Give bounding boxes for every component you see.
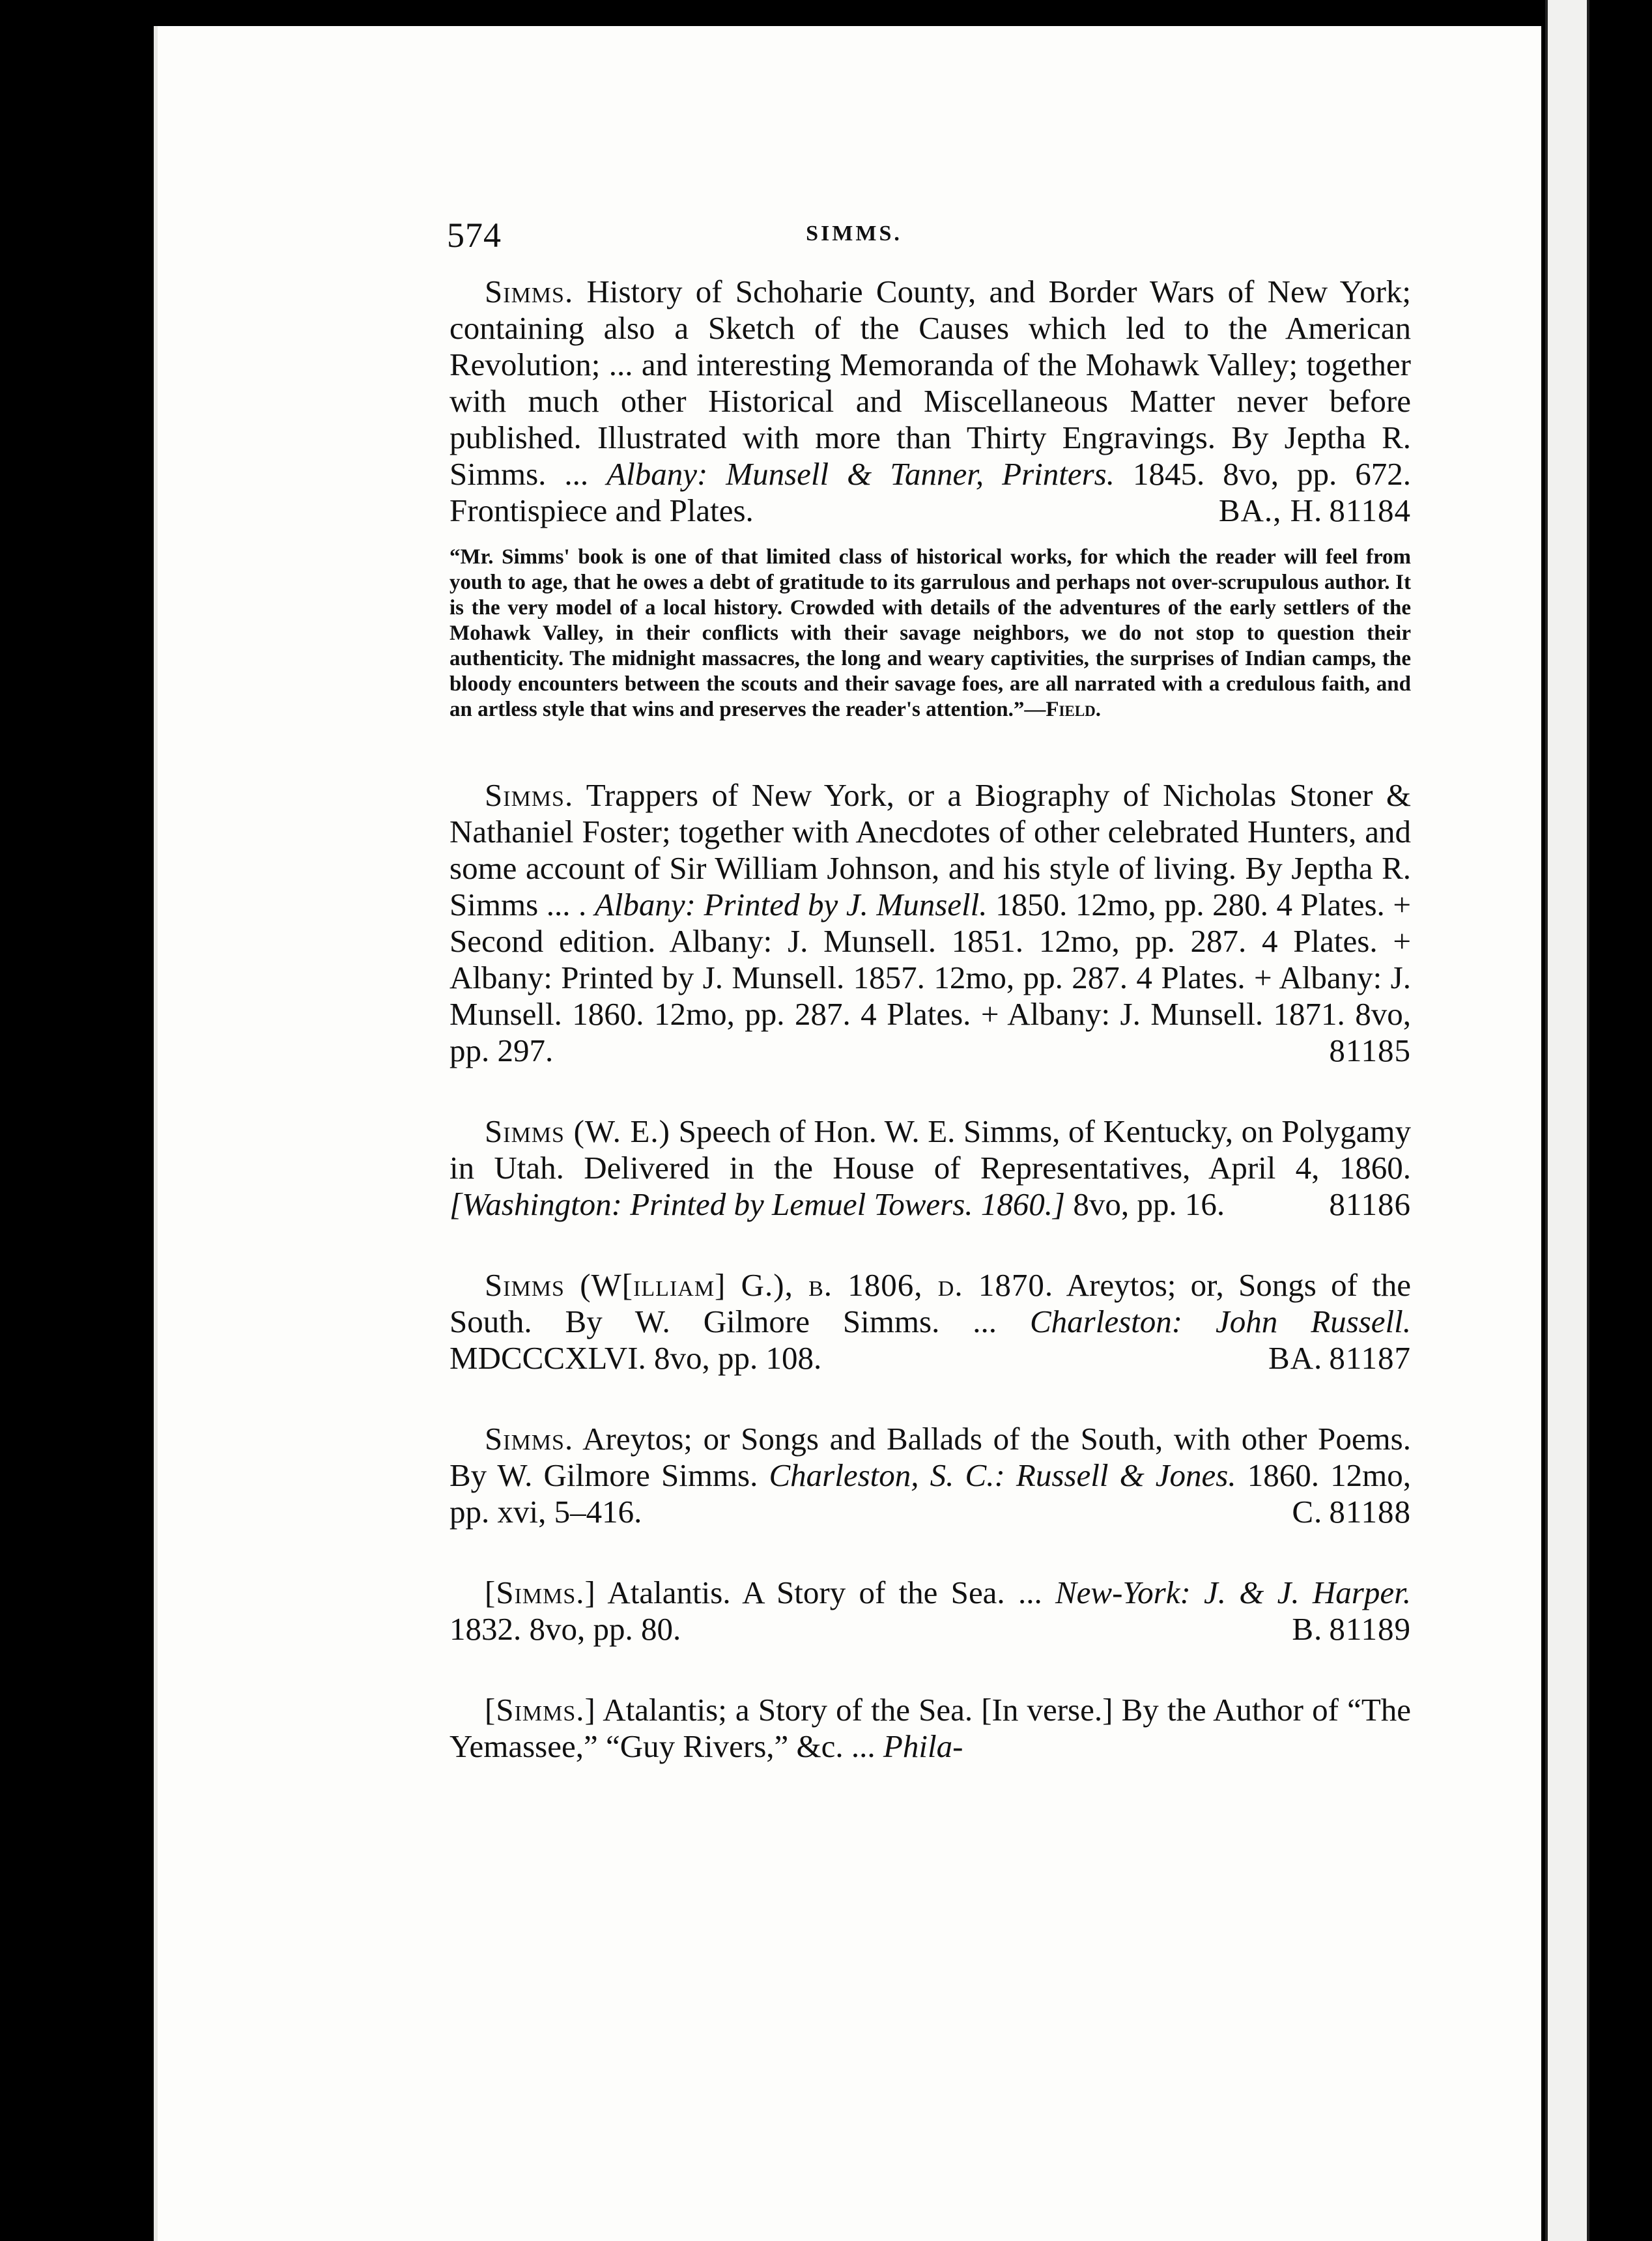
entry-reference (1292, 1611, 1411, 1648)
entry-details: 1850. 12mo, pp. 280. 4 Plates. + Second edition. Albany: J. Munsell. 1851. 12mo, pp. 287. 4 Plates. + Albany: Printed by J. Munsell. 1857. 12mo, pp. 287. 4 Plates. + Albany: J. Munsell. 1860. 12mo, pp. 287. 4 Plates. + Albany: J. Munsell. 1871. 8vo, pp. 297. (449, 887, 1411, 1068)
entry-title: Areytos; or Songs and Ballads of the South, with other Poems. By W. Gilmore Simms. (449, 1421, 1411, 1493)
running-title: SIMMS. (806, 221, 902, 246)
review-quote (297, 545, 1411, 722)
entry-number: 81184 (1329, 492, 1411, 528)
entry-details: MDCCCXLVI. 8vo, pp. 108. (449, 1340, 822, 1376)
bibliography-entry (297, 1575, 1411, 1648)
entry-heading: [Simms.] (485, 1692, 596, 1728)
entry-heading: Simms. (485, 274, 574, 309)
entry-heading: Simms. (485, 777, 574, 813)
entry-title: Speech of Hon. W. E. Simms, of Kentucky, on Polygamy in Utah. Delivered in the House of Representatives, April 4, 1860. (449, 1113, 1411, 1186)
adjacent-page-edge (1545, 0, 1589, 2241)
entry-imprint: Charleston: John Russell. (1029, 1304, 1411, 1339)
entry-number: 81189 (1329, 1611, 1411, 1647)
quote-text: “Mr. Simms' book is one of that limited class of historical works, for which the reader will feel from youth to age, that he owes a debt of gratitude to its garrulous and perhaps not over-scrupulous author. It is the very model of a local history. Crowded with details of the adventures of the early settlers of the Mohawk Valley, in their conflicts with their savage neighbors, we do not stop to question their authenticity. The midnight massacres, the long and weary captivities, the surprises of Indian camps, the bloody encounters between the scouts and their savage foes, are all narrated with a credulous faith, and an artless style that wins and preserves the reader's attention.”— (449, 545, 1411, 721)
entry-number: 81186 (1329, 1186, 1411, 1222)
entry-heading: Simms (W[illiam] G.), b. 1806, d. 1870. (485, 1267, 1054, 1303)
page-content (297, 215, 1411, 1809)
entry-libraries: BA., H. (1218, 492, 1323, 528)
entry-libraries: B. (1292, 1611, 1323, 1647)
entry-libraries: C. (1292, 1494, 1323, 1530)
entry-libraries: BA. (1268, 1340, 1323, 1376)
entry-title: Atalantis; a Story of the Sea. [In verse.] By the Author of “The Yemassee,” “Guy Rivers,” &c. ... (449, 1692, 1412, 1764)
entry-heading: Simms (W. E.) (485, 1113, 671, 1149)
bibliography-entry (297, 1421, 1411, 1530)
entry-heading: [Simms.] (485, 1575, 596, 1610)
entry-reference (1329, 1033, 1411, 1069)
bibliography-entry (297, 1267, 1411, 1377)
entry-reference (1219, 492, 1411, 529)
entry-details: 1845. 8vo, pp. 672. Frontispiece and Plates. (449, 456, 1412, 528)
entry-imprint: Phila- (883, 1728, 963, 1764)
entry-reference (1329, 1186, 1411, 1223)
entry-reference (1268, 1340, 1411, 1377)
entry-imprint: Albany: Munsell & Tanner, Printers. (606, 456, 1115, 492)
entry-number: 81188 (1329, 1494, 1411, 1530)
scan-left-border (0, 0, 156, 2241)
entry-title: Areytos; or, Songs of the South. By W. Gilmore Simms. ... (449, 1267, 1412, 1339)
bibliography-entry (297, 274, 1411, 529)
entry-number: 81187 (1329, 1340, 1411, 1376)
entry-number: 81185 (1329, 1033, 1411, 1068)
quote-attribution: Field. (1046, 698, 1102, 721)
page-number: 574 (447, 216, 502, 255)
entry-imprint: Albany: Printed by J. Munsell. (594, 887, 988, 922)
bibliography-entry (297, 1113, 1411, 1223)
entry-title: Atalantis. A Story of the Sea. ... (607, 1575, 1042, 1610)
entry-details: 8vo, pp. 16. (1073, 1186, 1225, 1222)
entry-reference (1292, 1494, 1411, 1530)
entry-title: Trappers of New York, or a Biography of Nicholas Stoner & Nathaniel Foster; together with Anecdotes of other celebrated Hunters, and some account of Sir William Johnson, and his style of living. By Jeptha R. Simms ... . (449, 777, 1411, 922)
entry-imprint: New-York: J. & J. Harper. (1055, 1575, 1412, 1610)
entry-details: 1860. 12mo, pp. xvi, 5–416. (449, 1457, 1411, 1530)
entry-heading: Simms. (485, 1421, 574, 1457)
entry-imprint: [Washington: Printed by Lemuel Towers. 1860.] (449, 1186, 1066, 1222)
bibliography-entry (297, 777, 1411, 1069)
entry-imprint: Charleston, S. C.: Russell & Jones. (769, 1457, 1236, 1493)
entry-title: History of Schoharie County, and Border Wars of New York; containing also a Sketch of the Causes which led to the American Revolution; ... and interesting Memoranda of the Mohawk Valley; together with much other Historical and Miscellaneous Matter never before published. Illustrated with more than Thirty Engravings. By Jeptha R. Simms. ... (449, 274, 1412, 492)
bibliography-entry (297, 1692, 1411, 1765)
entry-details: 1832. 8vo, pp. 80. (449, 1611, 681, 1647)
running-head (297, 215, 1411, 274)
